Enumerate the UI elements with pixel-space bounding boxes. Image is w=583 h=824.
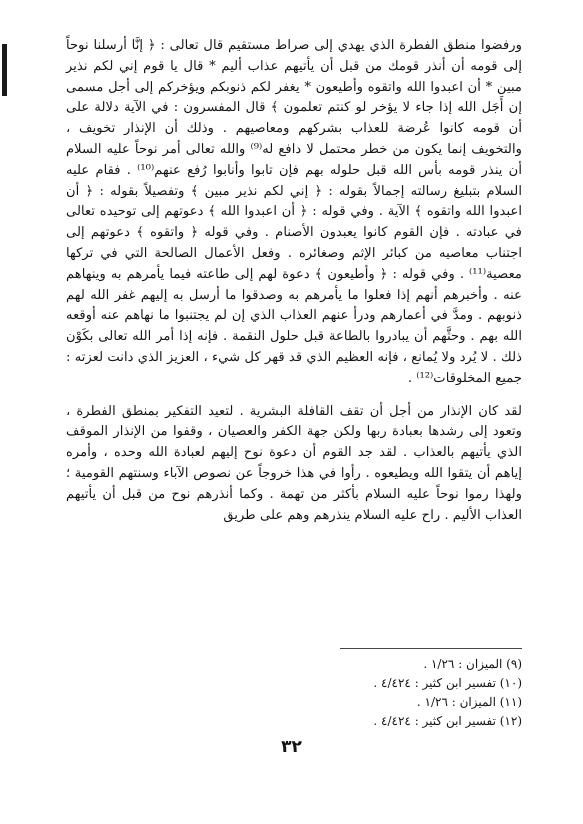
footnote-9: (٩) الميزان : ١/٢٦ .	[423, 657, 522, 671]
footnotes	[222, 655, 522, 731]
page-body	[66, 36, 522, 526]
footnote-11: (١١) الميزان : ١/٢٦ .	[416, 695, 522, 709]
footnote-12: (١٢) تفسير ابن كثير : ٤/٤٢٤ .	[373, 714, 522, 728]
binding-edge-mark	[2, 44, 7, 96]
footnote-rule	[340, 648, 522, 649]
paragraph-1: ورفضوا منطق الفطرة الذي يهدي إلى صراط مستقيم قال تعالى : ﴿ إنَّا أرسلنا نوحاً إلى قومه أن أنذر قومك من قبل أن يأتيهم عذاب أليم * قال يا قوم إني لكم نذير مبين * أن اعبدوا الله واتقوه وأطيعون * يغفر لكم ذنوبكم ويؤخركم إلى أجل مسمى إن أَجَل الله إذا جاء لا يؤخر لو كنتم تعلمون ﴾ قال المفسرون : في الآية دلالة على أن قومه كانوا عُرضة للعذاب بشركهم ومعاصيهم . وذلك أن الإنذار تخويف ، والتخويف إنما يكون من خطر محتمل لا دافع له⁽⁹⁾ والله تعالى أمر نوحاً عليه السلام أن ينذر قومه بأس الله قبل حلوله بهم فإن تابوا وأنابوا رُفع عنهم⁽¹⁰⁾ . فقام عليه السلام بتبليغ رسالته إجمالاً بقوله : ﴿ إني لكم نذير مبين ﴾ وتفصيلاً بقوله : ﴿ أن اعبدوا الله واتقوه ﴾ الآية . وفي قوله : ﴿ أن اعبدوا الله ﴾ دعوتهم إلى توحيده تعالى في عبادته . فإن القوم كانوا يعبدون الأصنام . وفي قوله ﴿ واتقوه ﴾ دعوتهم إلى اجتناب معاصيه من كبائر الإثم وصغائره . وفعل الأعمال الصالحة التي في تركها معصية⁽¹¹⁾ . وفي قوله : ﴿ وأطيعون ﴾ دعوة لهم إلى طاعته فيما يأمرهم به وينهاهم عنه . وأخبرهم أنهم إذا فعلوا ما يأمرهم به وصدقوا ما أرسل به إليهم غفر الله لهم ذنوبهم . ومدَّ في أعمارهم ودرأ عنهم العذاب الذي إن لم يجتنبوا ما نهاهم عنه أوقعه الله بهم . وحثَّهم أن يبادروا بالطاعة قبل حلول النقمة . فإنه إذا أمر الله تعالى بكَوْن ذلك . لا يُرد ولا يُمانع ، فإنه العظيم الذي قد قهر كل شيء ، العزيز الذي دانت لعزته : جميع المخلوقات⁽¹²⁾ .	[66, 38, 522, 386]
paragraph-2: لقد كان الإنذار من أجل أن تقف القافلة البشرية . لتعيد التفكير بمنطق الفطرة ، وتعود إلى رشدها بعبادة ربها ولكن جهة الكفر والعصيان ، وقفوا من الإنذار الموقف الذي يأتيهم بالعذاب . لقد جد القوم أن دعوة نوح إليهم لعبادة الله وحده ، وأمره إياهم أن يتقوا الله ويطيعوه . رأوا في هذا خروجاً عن نصوص الآباء وسنتهم القومية ؛ ولهذا رموا نوحاً عليه السلام بأكثر من تهمة . وكما أنذرهم نوح من قبل أن يأتيهم العذاب الأليم . راح عليه السلام ينذرهم وهم على طريق	[66, 403, 522, 523]
page-number: ٣٢	[281, 737, 302, 757]
footnote-10: (١٠) تفسير ابن كثير : ٤/٤٢٤ .	[373, 676, 522, 690]
paragraph-gap	[66, 390, 522, 402]
